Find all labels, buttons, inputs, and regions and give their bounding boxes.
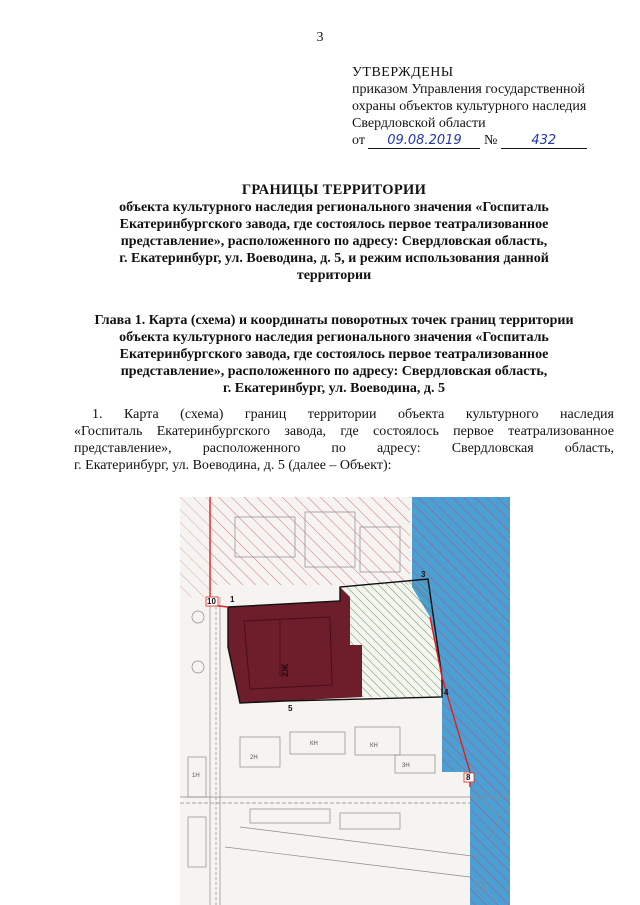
approval-line: охраны объектов культурного наследия bbox=[352, 99, 587, 114]
point-label: 5 bbox=[288, 704, 293, 713]
map-small-label: КН bbox=[310, 741, 318, 747]
point-label: 8 bbox=[466, 773, 471, 782]
title-line: Екатеринбургского завода, где состоялось первое театрализованное bbox=[119, 217, 549, 232]
point-label: 3 bbox=[421, 570, 426, 579]
chapter-line: Екатеринбургского завода, где состоялось первое театрализованное bbox=[119, 347, 549, 362]
approval-line: Свердловской области bbox=[352, 116, 486, 131]
map-small-label: КН bbox=[370, 743, 378, 749]
body-paragraph bbox=[74, 406, 614, 474]
chapter-line: Глава 1. Карта (схема) и координаты поворотных точек границ территории bbox=[94, 313, 574, 328]
date-value: 09.08.2019 bbox=[368, 134, 480, 149]
title-line: территории bbox=[296, 268, 372, 283]
chapter-line: г. Екатеринбург, ул. Воеводина, д. 5 bbox=[222, 381, 446, 396]
building-label: 2Ж bbox=[280, 663, 290, 677]
paragraph-line: представление», расположенного по адресу: Свердловская область, bbox=[74, 441, 614, 456]
chapter-heading bbox=[60, 312, 608, 397]
date-prefix: от bbox=[352, 133, 365, 148]
approval-date-row bbox=[352, 132, 587, 149]
title-line: представление», расположенного по адресу: Свердловская область, bbox=[120, 234, 548, 249]
point-label: 1 bbox=[230, 595, 235, 604]
point-label: 4 bbox=[444, 688, 449, 697]
protection-zone-red-left bbox=[180, 497, 210, 597]
number-prefix: № bbox=[483, 133, 498, 148]
chapter-line: объекта культурного наследия регионального значения «Госпиталь bbox=[119, 330, 549, 345]
page-number: 3 bbox=[316, 30, 324, 45]
map-drawing bbox=[180, 497, 510, 905]
approval-line: приказом Управления государственной bbox=[352, 82, 586, 97]
paragraph-line: г. Екатеринбург, ул. Воеводина, д. 5 (далее – Объект): bbox=[74, 458, 392, 473]
paragraph-line: 1. Карта (схема) границ территории объекта культурного наследия bbox=[92, 407, 614, 422]
paragraph-line: «Госпиталь Екатеринбургского завода, где состоялось первое театрализованное bbox=[74, 424, 614, 439]
chapter-line: представление», расположенного по адресу: Свердловская область, bbox=[120, 364, 548, 379]
map-small-label: 1Н bbox=[192, 773, 200, 779]
territory-map bbox=[180, 497, 510, 905]
approval-block bbox=[352, 64, 587, 149]
document-title bbox=[60, 182, 608, 284]
map-small-label: 3Н bbox=[402, 763, 410, 769]
point-label: 10 bbox=[207, 597, 216, 606]
map-small-label: 2Н bbox=[250, 755, 258, 761]
number-value: 432 bbox=[501, 134, 587, 149]
title-line: объекта культурного наследия регионального значения «Госпиталь bbox=[119, 200, 549, 215]
title-heading: ГРАНИЦЫ ТЕРРИТОРИИ bbox=[241, 182, 427, 198]
approval-heading: УТВЕРЖДЕНЫ bbox=[352, 65, 454, 80]
title-line: г. Екатеринбург, ул. Воеводина, д. 5, и режим использования данной bbox=[119, 251, 549, 266]
